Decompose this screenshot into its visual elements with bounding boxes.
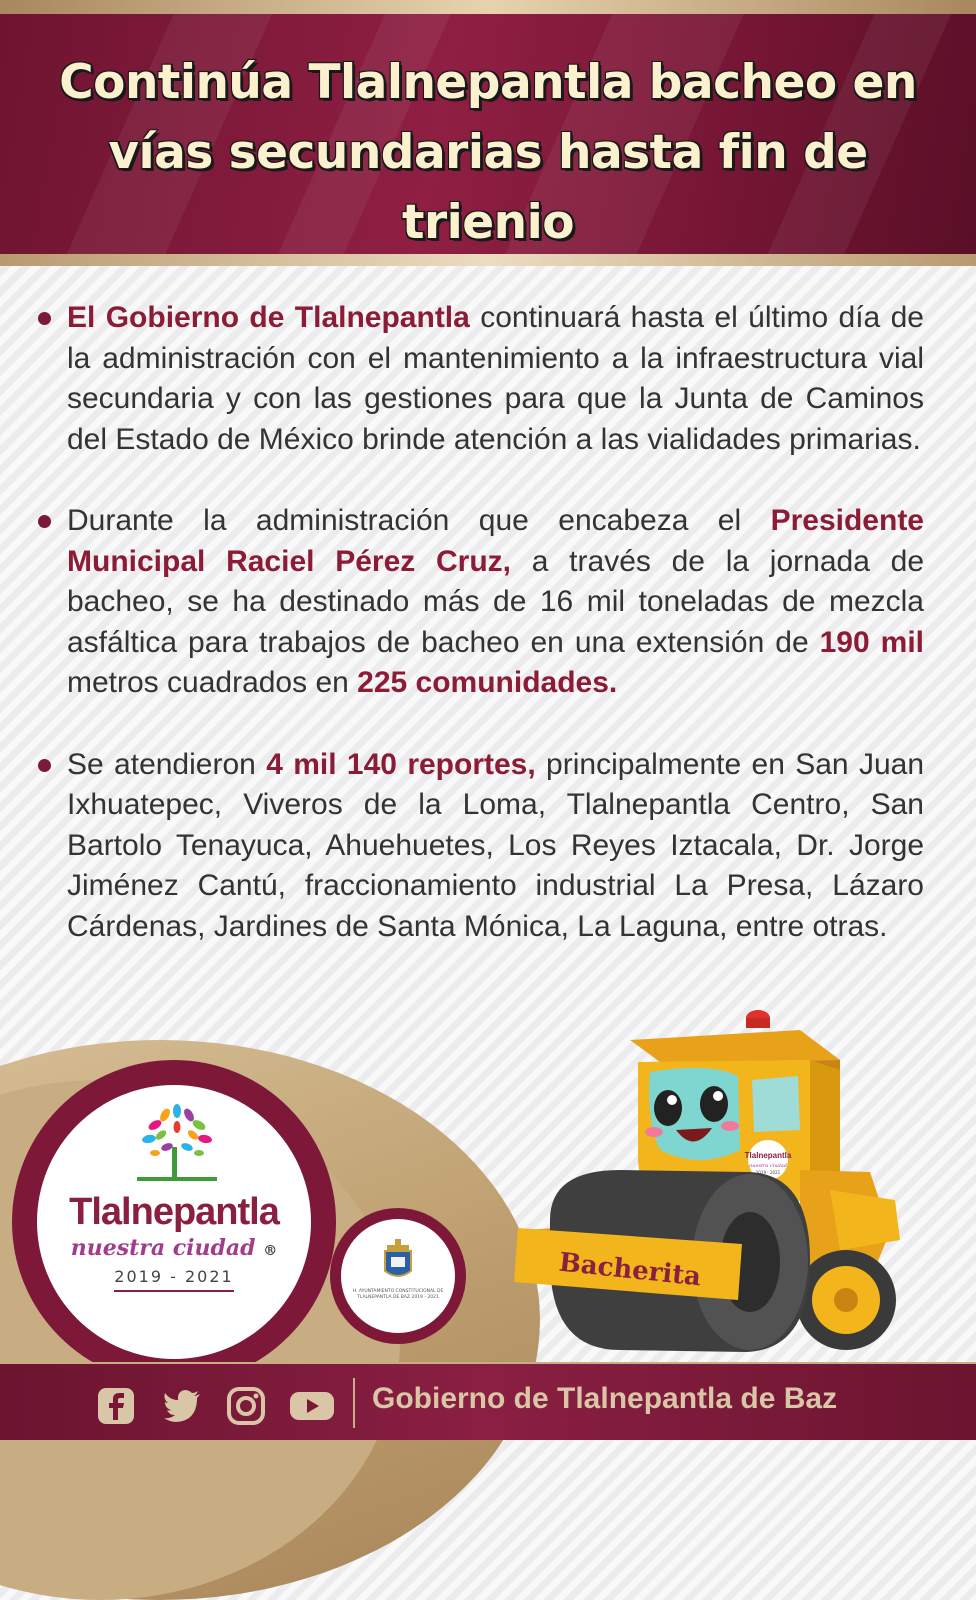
header-gold-strip bbox=[0, 254, 976, 266]
bullet-3-text-a: Se atendieron bbox=[67, 747, 267, 781]
seal-caption: H. AYUNTAMIENTO CONSTITUCIONAL DE TLALNEPANTLA DE BAZ 2019 - 2021 bbox=[352, 1289, 444, 1300]
youtube-icon[interactable] bbox=[288, 1386, 336, 1426]
bullet-item-3 bbox=[38, 745, 924, 948]
bullet-2-highlight-president: Presidente Municipal Raciel Pérez Cruz, bbox=[67, 504, 924, 578]
logo-years: 2019 - 2021 bbox=[114, 1267, 234, 1286]
bullet-1-highlight: El Gobierno de Tlalnepantla bbox=[67, 301, 470, 334]
bullet-item-1 bbox=[38, 298, 924, 460]
bullet-2-highlight-communities: 225 comunidades. bbox=[357, 666, 618, 699]
bacherita-mascot bbox=[510, 1000, 910, 1380]
footer-separator bbox=[353, 1378, 355, 1428]
bullet-dot bbox=[38, 312, 51, 325]
header-banner bbox=[0, 14, 976, 254]
bullet-3-highlight-reports: 4 mil 140 reportes, bbox=[266, 747, 536, 781]
logo-tagline: nuestra ciudad ® bbox=[70, 1235, 278, 1261]
bullet-2-text-a: Durante la administración que encabeza el bbox=[67, 504, 771, 537]
twitter-icon[interactable] bbox=[162, 1386, 202, 1426]
bullet-2-text-b: a través de la jornada de bacheo, se ha destinado más de 16 mil toneladas de mezcla asfáltica para trabajos de bacheo en una extensión de bbox=[67, 544, 924, 659]
bullet-1-text: continuará hasta el último día de la administración con el mantenimiento a la infraestructura vial secundaria y con las gestiones para que la Junta de Caminos del Estado de México brinde atención a las vialidades primarias. bbox=[67, 301, 924, 456]
mascot-name: Bacherita bbox=[557, 1247, 703, 1293]
page-title: Continúa Tlalnepantla bacheo en vías secundarias hasta fin de trienio bbox=[59, 55, 917, 250]
footer-label: Gobierno de Tlalnepantla de Baz bbox=[372, 1382, 838, 1415]
logo-underline bbox=[114, 1290, 234, 1292]
footer-bar bbox=[0, 1364, 976, 1440]
instagram-icon[interactable] bbox=[226, 1386, 266, 1426]
bullet-dot bbox=[38, 515, 51, 528]
bullet-dot bbox=[38, 759, 51, 772]
mascot-badge-tagline: nuestra ciudad bbox=[749, 1163, 787, 1169]
bullet-item-2 bbox=[38, 501, 924, 704]
logo-name: Tlalnepantla bbox=[69, 1191, 279, 1233]
facebook-icon[interactable] bbox=[96, 1386, 136, 1426]
bullet-2-highlight-area: 190 mil bbox=[819, 625, 924, 659]
coat-of-arms-icon bbox=[341, 1219, 455, 1289]
bullet-2-text-c: metros cuadrados en bbox=[67, 666, 358, 699]
mascot-badge-name: Tlalnepantla bbox=[744, 1151, 792, 1160]
tree-icon bbox=[37, 1085, 311, 1195]
municipal-seal bbox=[341, 1219, 455, 1333]
bullet-list bbox=[38, 298, 924, 947]
top-gold-strip bbox=[0, 0, 976, 14]
tlalnepantla-logo bbox=[37, 1085, 311, 1359]
mascot-badge-years: 2019 - 2021 bbox=[755, 1170, 781, 1175]
bullet-3-text-b: principalmente en San Juan Ixhuatepec, Viveros de la Loma, Tlalnepantla Centro, San Bartolo Tenayuca, Ahuehuetes, Los Reyes Iztacala, Dr. Jorge Jiménez Cantú, fraccionamiento industrial La Presa, Lázaro Cárdenas, Jardines de Santa Mónica, La Laguna, entre otras. bbox=[67, 747, 925, 943]
